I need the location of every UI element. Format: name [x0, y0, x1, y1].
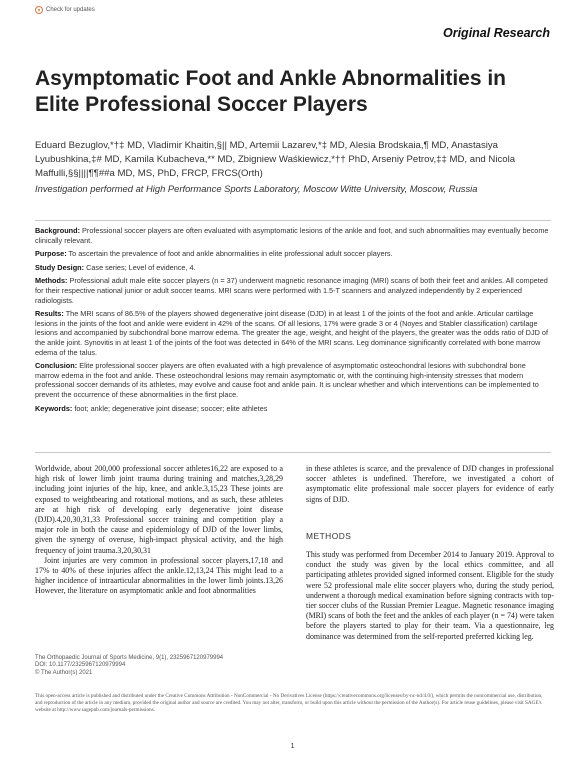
abstract-bottom-divider [35, 452, 551, 453]
body-paragraph: Worldwide, about 200,000 professional soccer athletes16,22 are exposed to a high risk of lower limb joint trauma during training and matches,3,28,29 including joint injuries of the hip, knee, and ankle.3,15,23 These joints are exposed to weightbearing and rotational motions, and as such, these athletes are at high risk of developing early degenerative joint disease (DJD).4,20,30,31,33 Professional soccer training and competition play a major role in both the cause and epidemiology of DJD of the lower limbs, given the synergy of overuse, high-impact physical activity, and the high frequency of joint trauma.3,20,30,31 [35, 464, 283, 555]
doi-link[interactable]: DOI: 10.1177/2325967120979994 [35, 662, 126, 669]
abstract-top-divider [35, 220, 551, 221]
copyright-line: © The Author(s) 2021 [35, 669, 93, 676]
check-for-updates-badge[interactable] [35, 6, 95, 14]
abstract-conclusion: Conclusion: Elite professional soccer players are often evaluated with a high prevalence of asymptomatic osteochondral lesions with subchondral bone marrow edema in the foot and ankle. These osteochondral lesions may remain asymptomatic or, with the continuing high-intensity stresses that modern professional soccer demands of its athletes, may evolve and cause foot and ankle pain. It is unclear whether and which interventions can be implemented to prevent the occurrence of these abnormalities in the first place. [35, 361, 539, 399]
page-number: 1 [290, 741, 295, 750]
body-paragraph: in these athletes is scarce, and the prevalence of DJD changes in professional soccer athletes is undefined. Therefore, we investigated a cohort of asymptomatic elite professional male soccer players for evidence of early signs of DJD. [306, 464, 554, 504]
update-check-icon [35, 6, 43, 14]
abstract-purpose: Purpose: To ascertain the prevalence of foot and ankle abnormalities in elite professional adult soccer players. [35, 249, 393, 259]
abstract-methods: Methods: Professional adult male elite soccer players (n = 37) underwent magnetic resonance imaging (MRI) scans of both their feet and ankles. All competed for their respective national junior or adult soccer teams. MRI scans were performed with 1.5-T scanners and analyzed independently by 2 experienced radiologists. [35, 276, 548, 305]
author-list: Eduard Bezuglov,*†‡ MD, Vladimir Khaitin,§|| MD, Artemii Lazarev,*‡ MD, Alesia Brodskaia,¶ MD, Anastasiya Lyubushkina,‡# MD, Kamila Kubacheva,** MD, Zbigniew Waśkiewicz,*†† PhD, Arseniy Petrov,‡‡ MD, and Nicola Maffulli,§§||||¶¶##a MD, MS, PhD, FRCP, FRCS(Orth) [35, 140, 516, 179]
body-column-right [306, 464, 554, 505]
abstract [35, 226, 551, 417]
check-for-updates-label: Check for updates [46, 7, 95, 13]
body-paragraph: Joint injuries are very common in professional soccer players,17,18 and 17% to 40% of these injuries affect the ankle.12,13,24 This might lead to a higher incidence of intraarticular abnormalities in the lower limb joints.13,26 However, the literature on asymptomatic ankle and foot abnormalities [35, 555, 283, 596]
license-notice: This open-access article is published and distributed under the Creative Commons Attribution - NonCommercial - No Derivatives License (https://creativecommons.org/licenses/by-nc-nd/4.0/), which permits the noncommercial use, distribution, and reproduction of the article in any medium, provided the original author and source are credited. You may not alter, transform, or build upon this article without the permission of the Author(s). For article reuse guidelines, please visit SAGE's website at http://www.sagepub.com/journals-permissions. [35, 693, 543, 714]
article-type-label: Original Research [443, 26, 550, 40]
abstract-design: Study Design: Case series; Level of evidence, 4. [35, 262, 196, 272]
methods-heading: METHODS [306, 531, 352, 541]
affiliation: Investigation performed at High Performance Sports Laboratory, Moscow Witte University, Moscow, Russia [35, 183, 478, 194]
abstract-results: Results: The MRI scans of 86.5% of the players showed degenerative joint disease (DJD) in at least 1 of the joints of the foot and ankle. Articular cartilage lesions in the joints of the foot and ankle were evident in 42% of the scans. Of all lesions, 17% were grade 3 or 4 (Noyes and Stabler classification) cartilage lesions and accompanied by subchondral bone marrow edema. The greater the age, weight, and height of the players, the greater was the odds ratio of DJD of the ankle joint. Synovitis in at least 1 of the joints of the foot was detected in 64% of the MRI scans. Leg dominance significantly correlated with bone marrow edema of the talus. [35, 309, 548, 357]
methods-column [306, 550, 554, 642]
journal-citation: The Orthopaedic Journal of Sports Medicine, 9(1), 2325967120979994 [35, 655, 224, 661]
body-paragraph: This study was performed from December 2014 to January 2019. Approval to conduct the study was given by the local ethics committee, and all participating athletes provided signed informed consent. Eligible for the study were 52 professional male elite soccer players who, during the study period, underwent a thorough medical examination before signing contracts with top-tier soccer clubs of the Russian Premier League. Magnetic resonance imaging (MRI) scans of both the feet and the ankles of each player (n = 74) were taken before the players started to play for their team. Via a questionnaire, leg dominance was determined from the self-reported preferred kicking leg. [306, 550, 554, 641]
abstract-background: Background: Professional soccer players are often evaluated with asymptomatic lesions of the ankle and foot, and such abnormalities may eventually become clinically relevant. [35, 226, 549, 245]
journal-footnote [35, 655, 285, 677]
abstract-keywords: Keywords: foot; ankle; degenerative joint disease; soccer; elite athletes [35, 403, 268, 413]
article-title: Asymptomatic Foot and Ankle Abnormalities in Elite Professional Soccer Players [35, 67, 507, 116]
body-column-left [35, 464, 283, 597]
